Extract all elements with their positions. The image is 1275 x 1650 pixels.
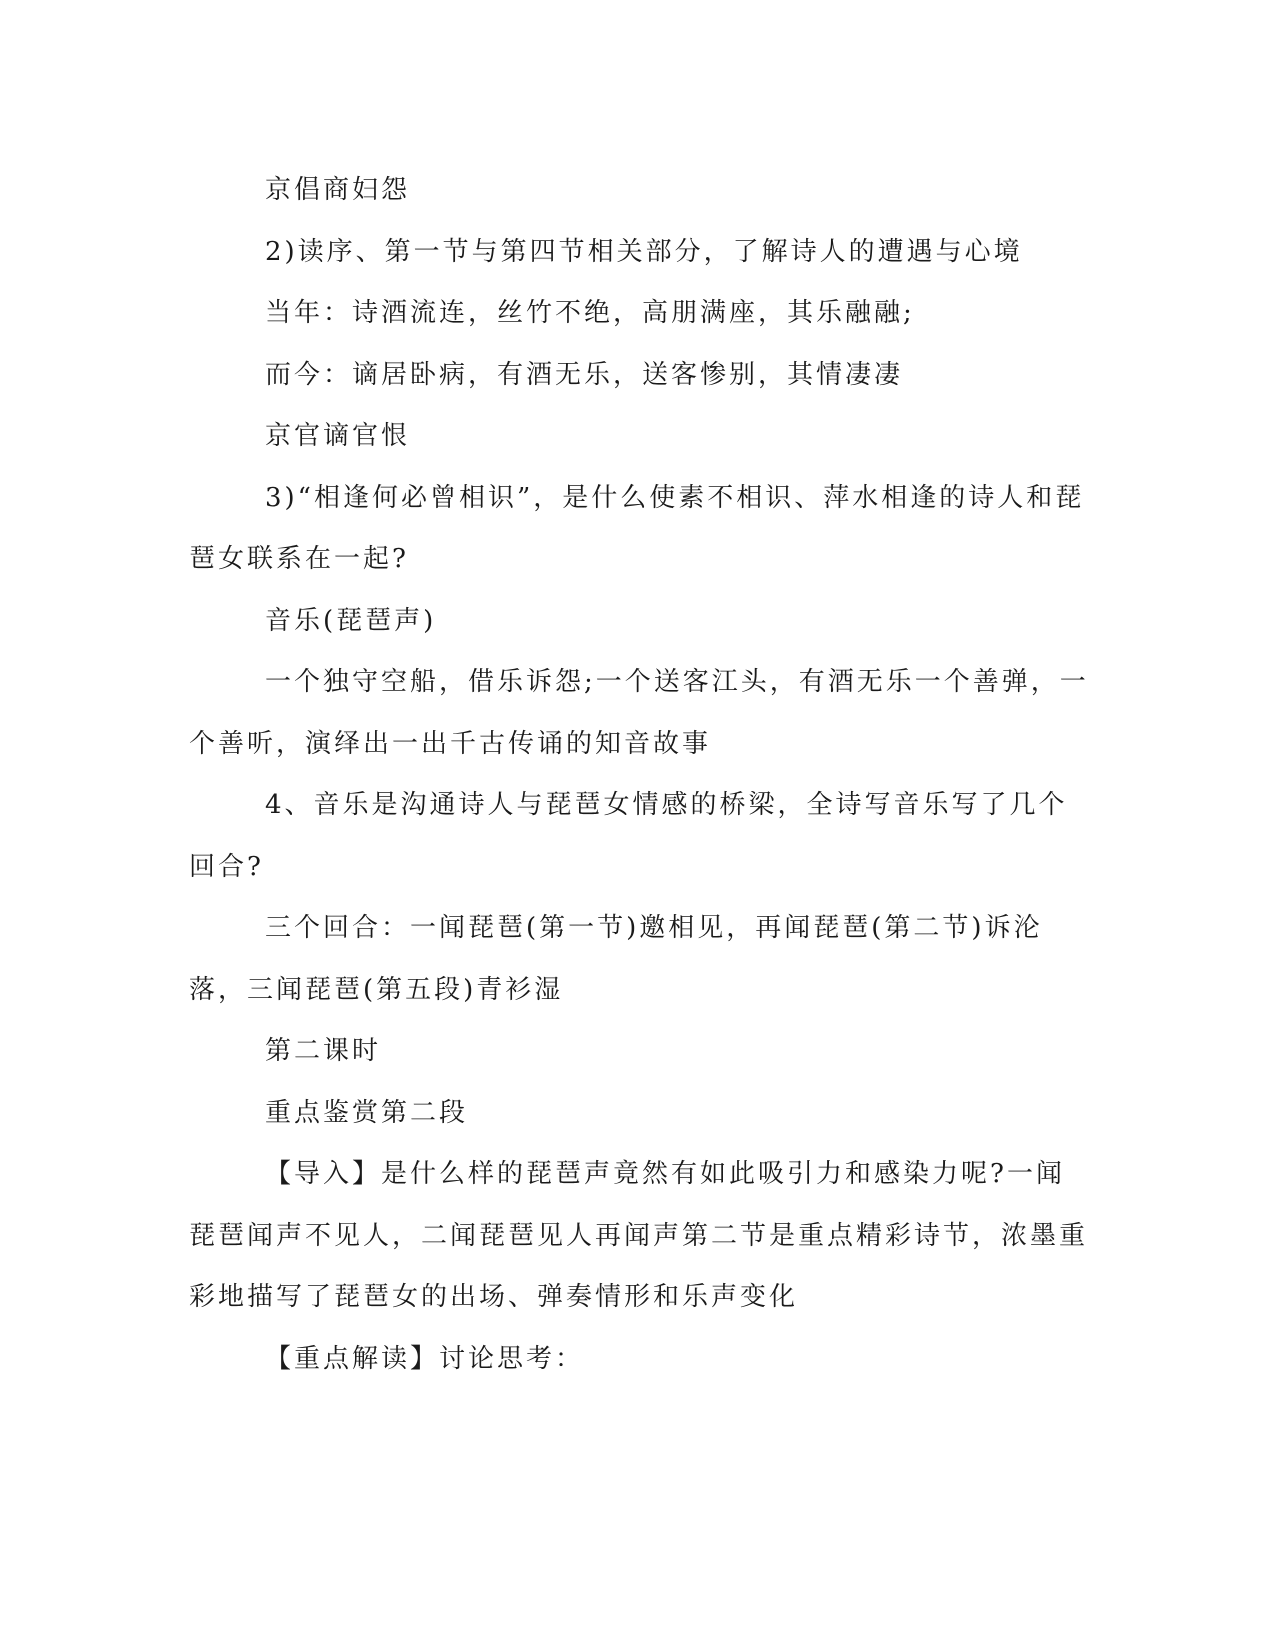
paragraph: 4、音乐是沟通诗人与琵琶女情感的桥梁，全诗写音乐写了几个回合? [189,790,1068,882]
paragraph: 当年：诗酒流连，丝竹不绝，高朋满座，其乐融融; [265,298,915,328]
paragraph: 3)“相逢何必曾相识”，是什么使素不相识、萍水相逢的诗人和琵琶女联系在一起? [189,482,1085,574]
paragraph: 【导入】是什么样的琵琶声竟然有如此吸引力和感染力呢?一闻琵琶闻声不见人，二闻琵琶见人再闻声第二节是重点精彩诗节，浓墨重彩地描写了琵琶女的出场、弹奏情形和乐声变化 [189,1159,1089,1312]
paragraph: 第二课时 [265,1036,382,1066]
document-body [189,160,1089,1390]
paragraph: 而今：谪居卧病，有酒无乐，送客惨别，其情凄凄 [265,359,904,390]
paragraph: 【重点解读】讨论思考： [265,1343,585,1374]
paragraph: 京官谪官恨 [265,421,411,451]
paragraph: 重点鉴赏第二段 [265,1097,469,1128]
paragraph: 音乐(琵琶声) [265,605,437,636]
paragraph: 一个独守空船，借乐诉怨;一个送客江头，有酒无乐一个善弹，一个善听，演绎出一出千古传诵的知音故事 [189,667,1089,759]
paragraph: 2)读序、第一节与第四节相关部分，了解诗人的遭遇与心境 [265,236,1023,267]
paragraph: 三个回合：一闻琵琶(第一节)邀相见，再闻琵琶(第二节)诉沦落，三闻琵琶(第五段)青衫湿 [189,913,1043,1005]
paragraph: 京倡商妇怨 [265,175,411,205]
